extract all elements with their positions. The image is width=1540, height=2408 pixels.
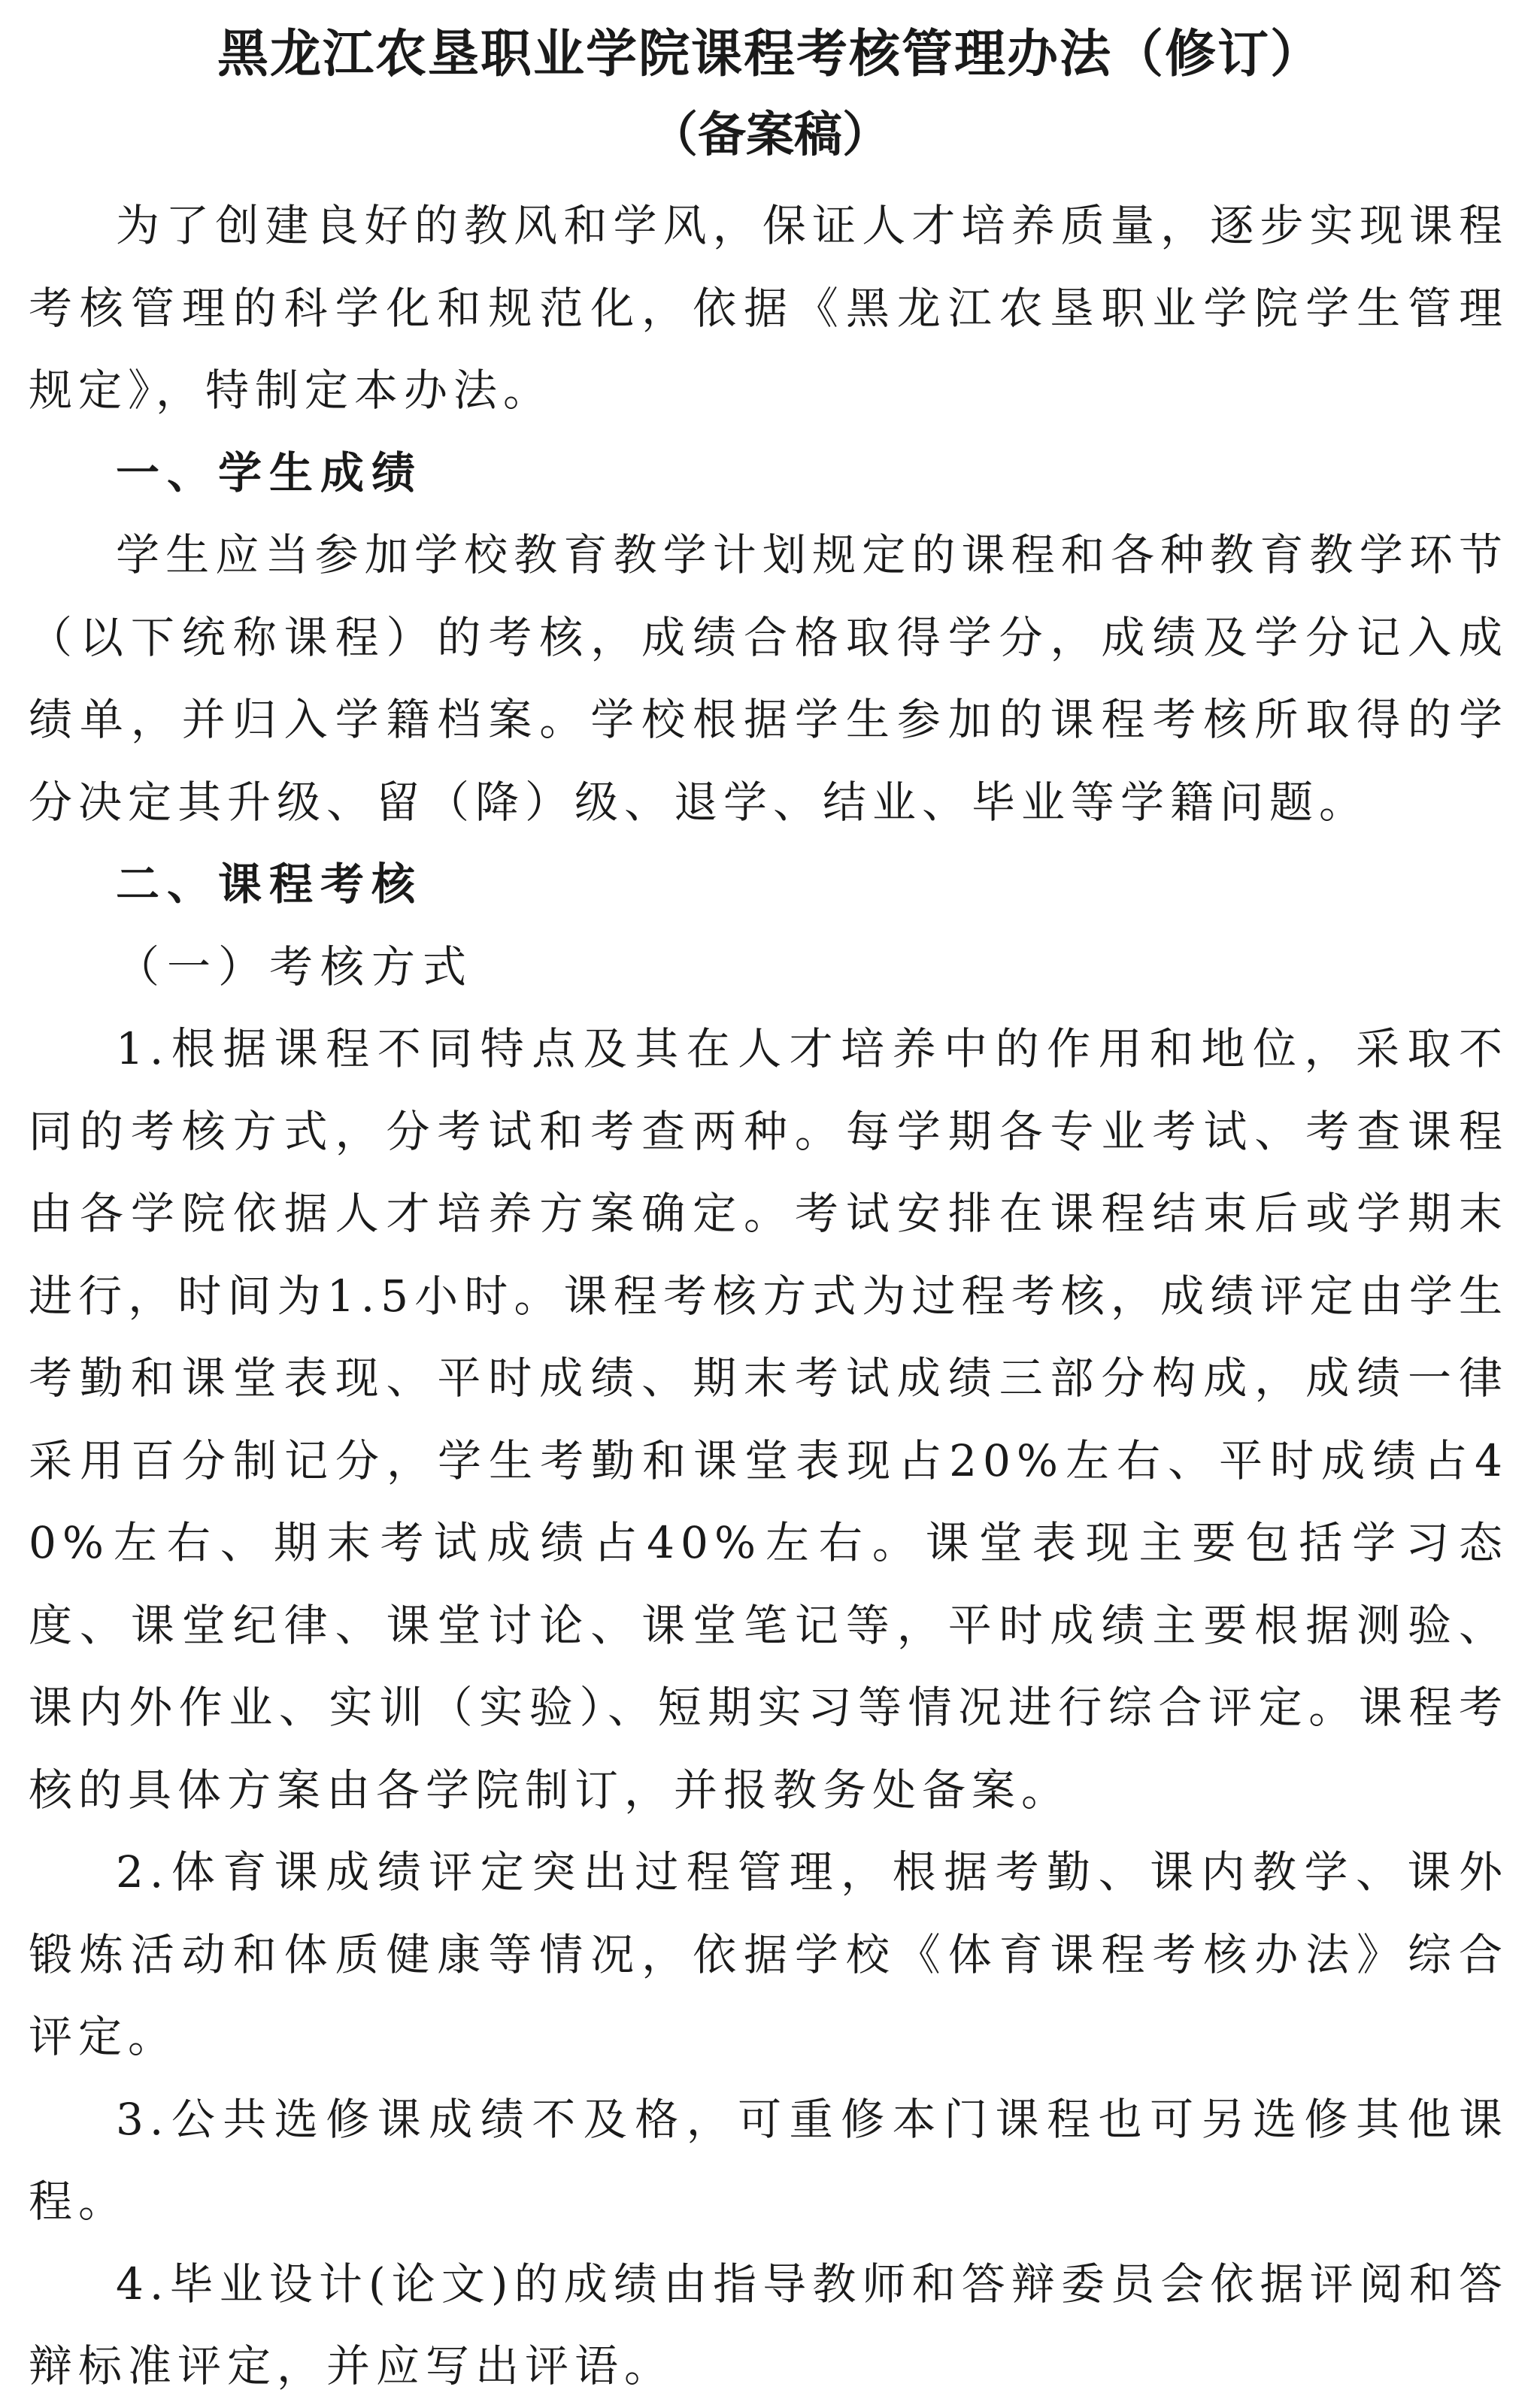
- intro-paragraph: 为了创建良好的教风和学风，保证人才培养质量，逐步实现课程考核管理的科学化和规范化，依据《黑龙江农垦职业学院学生管理规定》，特制定本办法。: [29, 200, 1508, 416]
- assessment-item-2: 2.体育课成绩评定突出过程管理，根据考勤、课内教学、课外锻炼活动和体质健康等情况，依据学校《体育课程考核办法》综合评定。: [29, 1846, 1508, 2062]
- document-body: [29, 185, 1508, 2408]
- document-subtitle: （备案稿）: [650, 108, 890, 163]
- subheading-assessment-method: （一）考核方式: [116, 940, 474, 992]
- assessment-item-1: 1.根据课程不同特点及其在人才培养中的作用和地位，采取不同的考核方式，分考试和考查两种。每学期各专业考试、考查课程由各学院依据人才培养方案确定。考试安排在课程结束后或学期末进行，时间为1.5小时。课程考核方式为过程考核，成绩评定由学生考勤和课堂表现、平时成绩、期末考试成绩三部分构成，成绩一律采用百分制记分，学生考勤和课堂表现占20%左右、平时成绩占40%左右、期末考试成绩占40%左右。课堂表现主要包括学习态度、课堂纪律、课堂讨论、课堂笔记等，平时成绩主要根据测验、课内外作业、实训（实验）、短期实习等情况进行综合评定。课程考核的具体方案由各学院制订，并报教务处备案。: [29, 1023, 1508, 1816]
- student-grades-paragraph: 学生应当参加学校教育教学计划规定的课程和各种教育教学环节（以下统称课程）的考核，成绩合格取得学分，成绩及学分记入成绩单，并归入学籍档案。学校根据学生参加的课程考核所取得的学分决定其升级、留（降）级、退学、结业、毕业等学籍问题。: [29, 529, 1508, 828]
- assessment-item-4: 4.毕业设计(论文)的成绩由指导教师和答辩委员会依据评阅和答辩标准评定，并应写出评语。: [29, 2258, 1508, 2391]
- section-heading-student-grades: 一、学生成绩: [116, 447, 423, 498]
- document-title: 黑龙江农垦职业学院课程考核管理办法（修订）: [217, 25, 1323, 84]
- section-heading-course-assessment: 二、课程考核: [116, 859, 423, 910]
- assessment-item-3: 3.公共选修课成绩不及格，可重修本门课程也可另选修其他课程。: [29, 2093, 1508, 2227]
